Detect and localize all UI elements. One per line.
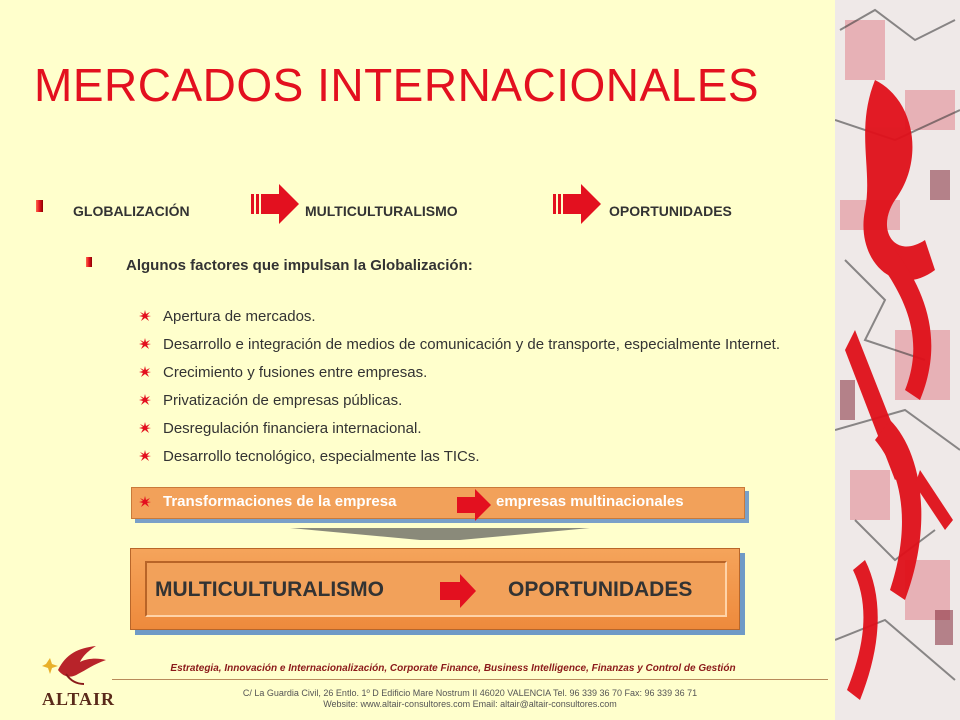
flow-oportunidades: OPORTUNIDADES xyxy=(609,203,732,219)
highlight-right-text: empresas multinacionales xyxy=(496,493,684,510)
footer-web: Website: www.altair-consultores.com Email: altair@altair-consultores.com xyxy=(323,699,617,709)
down-chevron-icon xyxy=(290,528,590,542)
conclusion-right-text: OPORTUNIDADES xyxy=(508,578,693,601)
highlight-left-text: Transformaciones de la empresa xyxy=(163,493,397,510)
footer-address: C/ La Guardia Civil, 26 Entlo. 1º D Edificio Mare Nostrum II 46020 VALENCIA Tel. 96 339 36 70 Fax: 96 339 36 71 xyxy=(242,688,698,698)
factor-list xyxy=(139,307,805,475)
decorative-art-image xyxy=(835,0,960,720)
square-bullet-icon xyxy=(36,200,43,212)
conclusion-left-text: MULTICULTURALISMO xyxy=(155,578,385,601)
star-bullet-icon xyxy=(139,496,151,508)
right-arrow-icon xyxy=(553,184,601,224)
list-item: Privatización de empresas públicas. xyxy=(139,391,805,411)
star-bullet-icon xyxy=(139,338,151,350)
list-item: Crecimiento y fusiones entre empresas. xyxy=(139,363,805,383)
right-arrow-icon xyxy=(251,184,299,224)
star-bullet-icon xyxy=(139,450,151,462)
footer-tagline: Estrategia, Innovación e Internacionalización, Corporate Finance, Business Intelligence, Finanzas y Control de Gestión xyxy=(170,663,736,674)
flow-multiculturalismo: MULTICULTURALISMO xyxy=(305,203,458,219)
star-bullet-icon xyxy=(139,422,151,434)
flow-globalizacion: GLOBALIZACIÓN xyxy=(73,203,190,219)
footer-divider xyxy=(112,679,828,680)
right-arrow-icon xyxy=(457,489,491,521)
logo-text: ALTAIR xyxy=(42,689,116,709)
list-item: Desarrollo tecnológico, especialmente las TICs. xyxy=(139,447,805,467)
subheading: Algunos factores que impulsan la Globalización: xyxy=(126,257,473,274)
list-item: Desregulación financiera internacional. xyxy=(139,419,805,439)
right-arrow-icon xyxy=(440,574,476,608)
list-item: Desarrollo e integración de medios de comunicación y de transporte, especialmente Internet. xyxy=(139,335,805,355)
list-item: Apertura de mercados. xyxy=(139,307,805,327)
star-bullet-icon xyxy=(139,394,151,406)
star-bullet-icon xyxy=(139,310,151,322)
star-bullet-icon xyxy=(139,366,151,378)
square-bullet-icon xyxy=(86,257,92,267)
slide-title: MERCADOS INTERNACIONALES xyxy=(34,59,760,111)
